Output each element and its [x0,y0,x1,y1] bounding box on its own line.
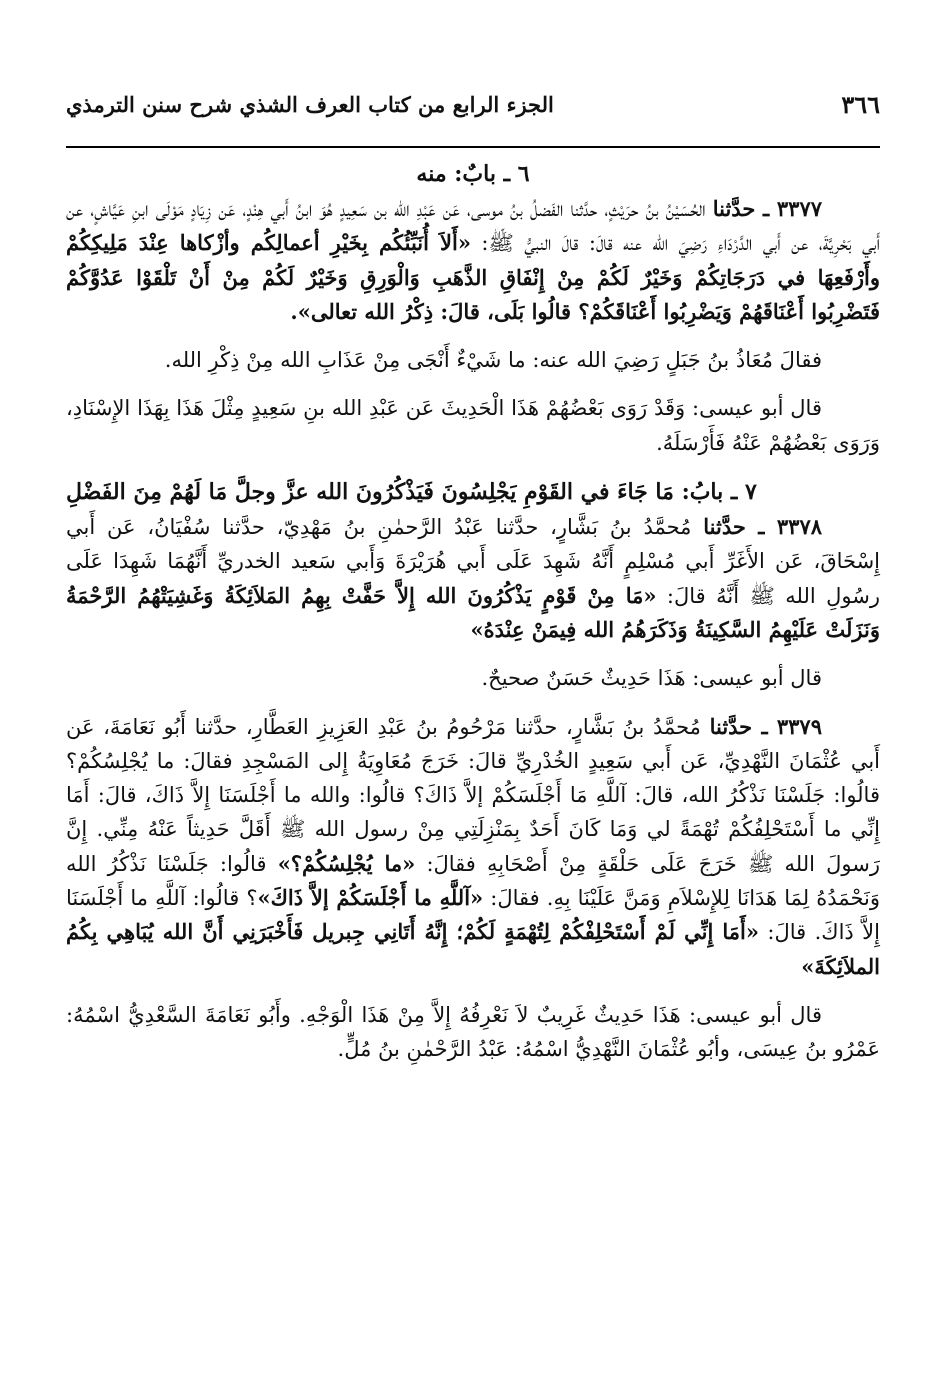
header-rule [66,146,880,148]
hadith-number: ٣٣٧٨ ـ حدَّثنا [703,514,823,540]
quote: «آللَّهِ ما أَجْلَسَكُمْ إلاَّ ذَاكَ» [257,885,484,911]
hadith-3379 [66,710,880,984]
narration: ؟ قالُوا: آللَّهِ ما أَجْلَسَنَا إِلاَّ ذَاكَ. قالَ: [66,886,880,945]
hadith-3378 [66,510,880,647]
narration: قالُوا: جَلَسْنَا نَذْكُرُ الله وَنَحْمَدُهُ لِمَا هَدَانَا لِلإِسْلاَمِ وَمَنَّ عَلَيْنَا بِهِ. فقالَ: [66,851,880,911]
isnad: مُحمَّدُ بنُ بَشَّارٍ، حدَّثنا مَرْحُومُ بنُ عَبْدِ العَزِيزِ العَطَّارِ، حدَّثنا أَبُو نَعَامَةَ، عَن أَبي عُثْمَانَ النَّهْدِيِّ، عَن أَبي سَعِيدٍ الخُدْرِيِّ قالَ: خَرَجَ مُعَاوِيَةُ إِلى المَسْجِدِ فقالَ: ما يُجْلِسُكُمْ؟ قالُوا: جَلَسْنَا نَذْكُرُ الله، قالَ: آللَّهِ مَا أَجْلَسَكُمْ إلاَّ ذَاكَ؟ قالُوا: والله ما أَجْلَسَنَا إِلاَّ ذَاكَ، قالَ: أَمَا إِنِّي ما أَسْتَحْلِفُكُمْ تُهْمَةً لي وَمَا كَانَ أَحَدٌ بِمَنْزِلَتِي مِنْ رسول الله ﷺ أَقَلَّ حَدِيثاً عَنْهُ مِنِّي. إِنَّ رَسولَ الله ﷺ خَرَجَ عَلَى حَلْقَةٍ مِنْ أَصْحَابِهِ فقالَ: [66,714,881,876]
abu-isa-note-1: قال أبو عيسى: وَقَدْ رَوَى بَعْضُهُمْ هَذَا الْحَدِيثَ عَن عَبْدِ الله بنِ سَعِيدٍ مِثْلَ هَذَا بِهَذَا الإِسْنَادِ، وَرَوَى بَعْضُهُمْ عَنْهُ فَأَرْسَلَهُ. [66,396,880,455]
chapter-heading-6: ٦ ـ بابٌ: منه [416,161,530,187]
chapter-heading-7: ٧ ـ بابُ: مَا جَاءَ في القَوْمِ يَجْلِسُونَ فَيَذْكُرُونَ الله عزَّ وجلَّ مَا لَهُمْ مِنَ الفَضْلِ [66,479,757,506]
quote: «أَمَا إِنِّي لَمْ أَسْتَحْلِفْكُمْ لِتُهْمَةٍ لَكُمْ؛ إِنَّهُ أَتَانِي جِبريل فَأَخْبَرَنِي أَنَّ الله يُبَاهِي بِكُمُ الملاَئِكَةَ» [66,919,880,979]
running-title: الجزء الرابع من كتاب العرف الشذي شرح سنن الترمذي [66,91,554,117]
page-body [66,156,880,1067]
matn: «مَا مِنْ قَوْمٍ يَذْكُرُونَ الله إِلاَّ حَفَّتْ بِهِمُ المَلاَئِكَةُ وَغَشِيَتْهُمُ الرَّحْمَةُ وَنَزَلَتْ عَلَيْهِمُ السَّكِينَةُ وَذَكَرَهُمُ الله فِيمَنْ عِنْدَهُ» [66,582,880,642]
hadith-number: ٣٣٧٧ ـ حدَّثنا [712,196,823,221]
abu-isa-note-3: قال أبو عيسى: هَذَا حَدِيثٌ غَرِيبٌ لاَ نَعْرِفُهُ إِلاَّ مِنْ هَذَا الْوَجْهِ. وأَبُو نَعَامَةَ السَّعْدِيُّ اسْمُهُ: عَمْرُو بنُ عِيسَى، وأبُو عُثْمَانَ النَّهْدِيُّ اسْمُهُ: عَبْدُ الرَّحْمٰنِ بنُ مُلٍّ. [66,1002,880,1062]
quote: «ما يُجْلِسُكُمْ؟» [277,850,416,876]
hadith-3377 [66,192,880,329]
hadith-number: ٣٣٧٩ ـ حدَّثنا [709,713,822,739]
abu-isa-note-2: قال أبو عيسى: هَذَا حَدِيثٌ حَسَنٌ صحيحٌ. [481,666,822,691]
isnad: الحُسَيْنُ بنُ حرَيْثٍ، حدَّثنا الفَضلُ بنُ موسى، عَن عَبْدِ الله بن سَعِيدٍ هُوَ ابنُ أَبي هِنْدٍ، عَن زِيَادٍ مَوْلَى ابنِ عَيَّاشٍ، عن أَبي بَحْرِيَّةَ، عن أَبي الدَّرْدَاءِ رَضِيَ الله عنه قالَ: قالَ النبيُّ ﷺ: [66,197,881,256]
page-number: ٣٦٦ [841,89,880,119]
page-header [66,84,880,124]
matn: «أَلاَ أُنَبِّئُكُم بِخَيْرِ أعمالِكُم وأزْكاها عِنْدَ مَلِيكِكُمْ وأَرْفَعِهَا في دَرَجَاتِكُمْ وَخَيْرٌ لَكُمْ مِنْ إِنْفَاقِ الذَّهَبِ وَالْوَرِقِ وَخَيْرٌ لَكُمْ مِنْ أَنْ تَلْقَوْا عَدُوَّكُمْ فَتَضْرِبُوا أَعْنَاقَهُمْ وَيَضْرِبُوا أَعْنَاقَكُمْ؟ قالُوا بَلَى، قالَ: ذِكْرُ الله تعالى». [66,230,880,324]
commentary-muadh: فقالَ مُعَاذُ بنُ جَبَلٍ رَضِيَ الله عنه: ما شَيْءٌ أَنْجَى مِنْ عَذَابِ الله مِنْ ذِكْرِ الله. [164,348,822,373]
isnad: مُحمَّدُ بنُ بَشَّارٍ، حدَّثنا عَبْدُ الرَّحمٰنِ بنُ مَهْدِيّ، حدَّثنا سُفْيَانُ، عَن أَبي إِسْحَاقَ، عَن الأَغَرِّ أَبي مُسْلِمٍ أَنَّهُ شَهِدَ عَلَى أَبي هُرَيْرَةَ وَأَبي سَعيد الخدريِّ أَنَّهُمَا شَهِدَا عَلَى رسُولِ الله ﷺ أَنَّهُ قالَ: [66,515,880,608]
